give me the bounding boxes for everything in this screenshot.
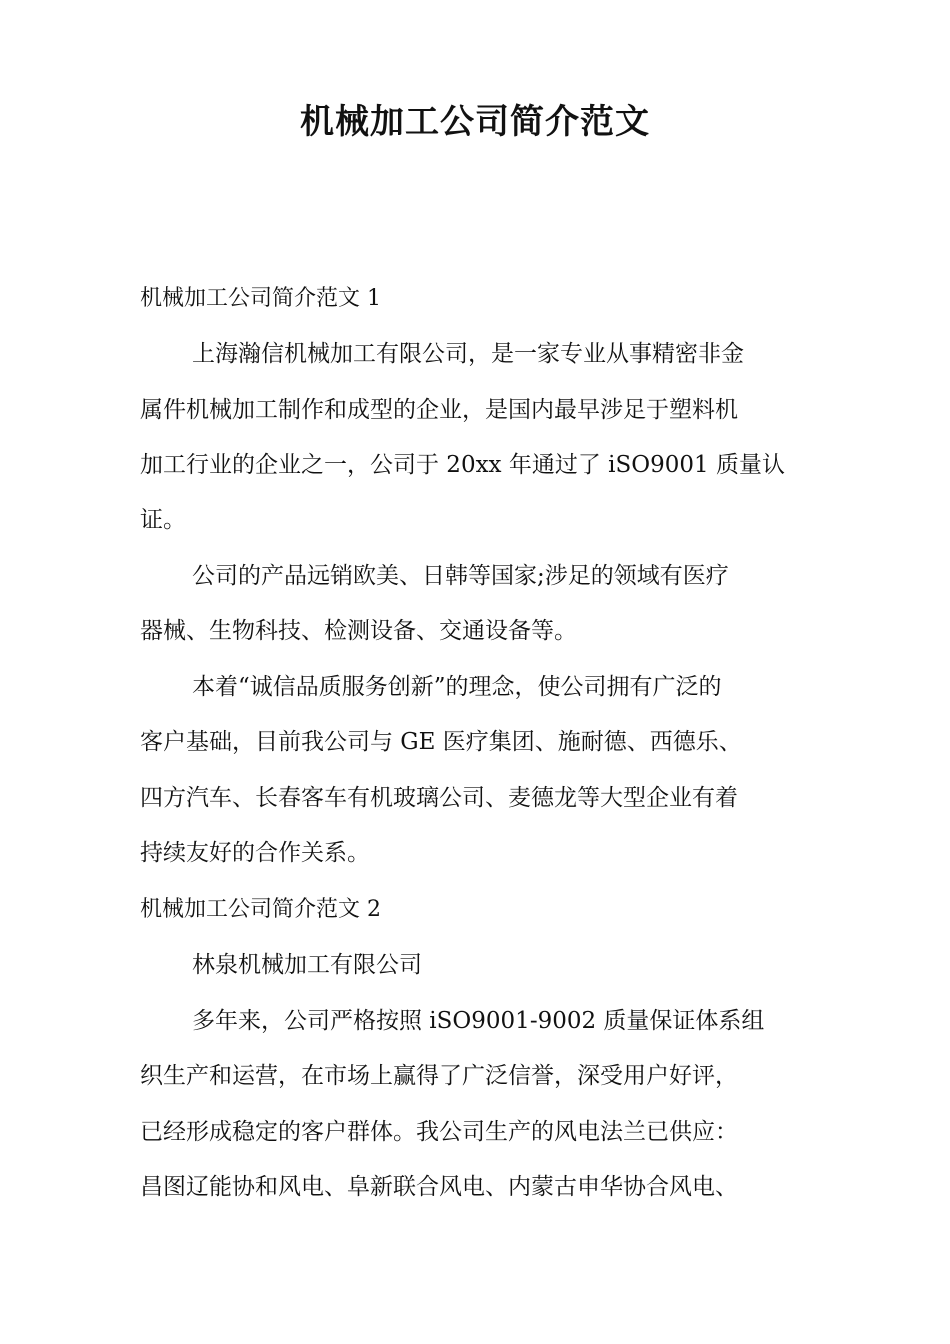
paragraph-line: 持续友好的合作关系。 — [140, 840, 370, 866]
paragraph-line: 公司的产品远销欧美、日韩等国家;涉足的领域有医疗 — [192, 563, 729, 589]
paragraph-line: 加工行业的企业之一，公司于 20xx 年通过了 iSO9001 质量认 — [140, 452, 785, 478]
paragraph-line: 器械、生物科技、检测设备、交通设备等。 — [140, 618, 577, 644]
paragraph-line: 本着“诚信品质服务创新”的理念，使公司拥有广泛的 — [192, 674, 722, 700]
paragraph-line: 林泉机械加工有限公司 — [192, 952, 422, 978]
paragraph-line: 客户基础，目前我公司与 GE 医疗集团、施耐德、西德乐、 — [140, 729, 742, 755]
paragraph-line: 四方汽车、长春客车有机玻璃公司、麦德龙等大型企业有着 — [140, 785, 738, 811]
paragraph-line: 已经形成稳定的客户群体。我公司生产的风电法兰已供应： — [140, 1119, 738, 1145]
paragraph-line: 上海瀚信机械加工有限公司，是一家专业从事精密非金 — [192, 341, 744, 367]
paragraph-line: 证。 — [140, 507, 186, 533]
document-title: 机械加工公司简介范文 — [300, 102, 650, 142]
paragraph-line: 昌图辽能协和风电、阜新联合风电、内蒙古申华协合风电、 — [140, 1174, 738, 1200]
section-heading: 机械加工公司简介范文 1 — [140, 286, 381, 311]
paragraph-line: 多年来，公司严格按照 iSO9001-9002 质量保证体系组 — [192, 1008, 765, 1034]
paragraph-line: 织生产和运营，在市场上赢得了广泛信誉，深受用户好评， — [140, 1063, 738, 1089]
section-heading: 机械加工公司简介范文 2 — [140, 897, 381, 922]
paragraph-line: 属件机械加工制作和成型的企业，是国内最早涉足于塑料机 — [140, 397, 738, 423]
